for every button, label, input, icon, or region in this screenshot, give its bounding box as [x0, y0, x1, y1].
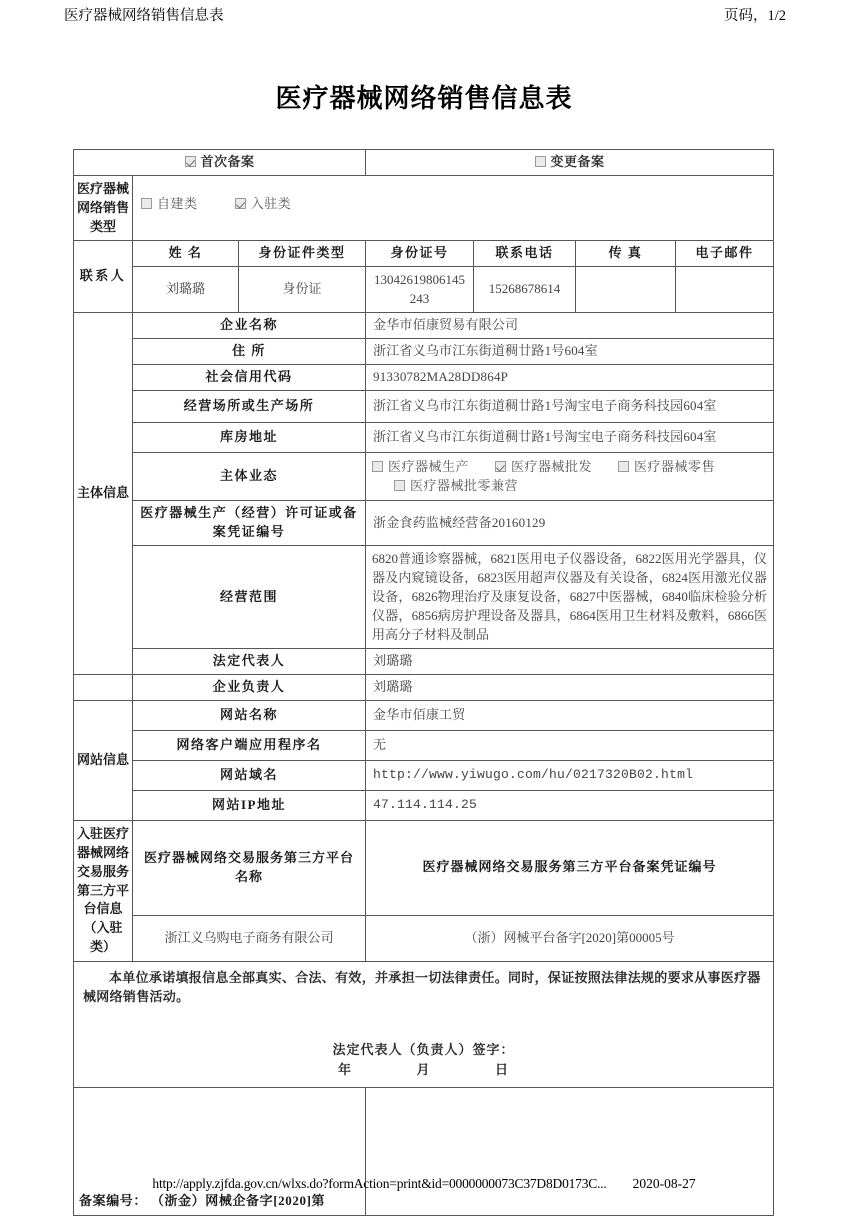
print-footer-date: 2020-08-27	[632, 1176, 696, 1191]
biz-type-wholesale-checkbox[interactable]	[495, 461, 506, 472]
biz-type-retail-option[interactable]	[618, 458, 715, 477]
sale-type-options	[133, 175, 774, 241]
sale-type-row	[74, 175, 774, 241]
contact-value-name: 刘璐璐	[133, 267, 239, 313]
self-built-option[interactable]	[141, 195, 198, 214]
entity-side-label-continued	[74, 675, 133, 701]
entity-label-license: 医疗器械生产（经营）许可证或备案凭证编号	[133, 501, 366, 546]
website-side-label: 网站信息	[74, 701, 133, 821]
business-type-options	[366, 452, 774, 501]
entity-row-credit-code	[74, 364, 774, 390]
contact-header-id-type: 身份证件类型	[239, 241, 366, 267]
entity-row-company-name	[74, 313, 774, 339]
website-label-domain: 网站域名	[133, 761, 366, 791]
platform-value-cert: （浙）网械平台备字[2020]第00005号	[366, 915, 774, 961]
entity-label-legal-rep: 法定代表人	[133, 649, 366, 675]
contact-value-id-type: 身份证	[239, 267, 366, 313]
entity-label-business-type: 主体业态	[133, 452, 366, 501]
biz-type-manufacture-label: 医疗器械生产	[388, 458, 470, 474]
print-page-number: 页码，1/2	[723, 8, 786, 24]
website-value-name: 金华市佰康工贸	[366, 701, 774, 731]
platform-based-label: 入驻类	[250, 195, 292, 211]
change-filing-option[interactable]	[366, 150, 774, 176]
website-row-name	[74, 701, 774, 731]
first-filing-checkbox[interactable]	[185, 156, 196, 167]
entity-value-address: 浙江省义乌市江东街道稠廿路1号604室	[366, 339, 774, 365]
declaration-text: 本单位承诺填报信息全部真实、合法、有效，并承担一切法律责任。同时，保证按照法律法规的要求从事医疗器械网络销售活动。	[83, 969, 761, 1004]
signature-month: 月	[416, 1062, 431, 1078]
medical-device-sales-form	[73, 149, 774, 1216]
biz-type-both-option[interactable]	[394, 477, 518, 496]
signature-day: 日	[495, 1062, 510, 1078]
print-footer-url: http://apply.zjfda.gov.cn/wlxs.do?formAction=print&id=0000000073C37D8D0173C...	[152, 1176, 607, 1191]
signature-year: 年	[337, 1062, 352, 1078]
biz-type-wholesale-option[interactable]	[495, 458, 592, 477]
entity-label-warehouse: 库房地址	[133, 422, 366, 452]
website-value-ip: 47.114.114.25	[366, 791, 774, 821]
self-built-label: 自建类	[157, 195, 198, 211]
contact-header-row	[74, 241, 774, 267]
entity-value-warehouse: 浙江省义乌市江东街道稠廿路1号淘宝电子商务科技园604室	[366, 422, 774, 452]
platform-based-option[interactable]	[235, 195, 292, 214]
contact-header-id-number: 身份证号	[366, 241, 474, 267]
platform-header-row	[74, 821, 774, 916]
contact-side-label: 联系人	[74, 241, 133, 313]
print-header-title: 医疗器械网络销售信息表	[64, 8, 224, 24]
website-label-ip: 网站IP地址	[133, 791, 366, 821]
biz-type-both-label: 医疗器械批零兼营	[410, 477, 519, 493]
contact-header-phone: 联系电话	[474, 241, 576, 267]
biz-type-both-checkbox[interactable]	[394, 480, 405, 491]
entity-value-business-place: 浙江省义乌市江东街道稠廿路1号淘宝电子商务科技园604室	[366, 390, 774, 422]
entity-value-scope: 6820普通诊察器械，6821医用电子仪器设备，6822医用光学器具，仪器及内窥镜设备，6823医用超声仪器及有关设备，6824医用激光仪器设备，6826物理治疗及康复设备，6827中医器械，6840临床检验分析仪器，6856病房护理设备及器具，6864医用卫生材料及敷料，6866医用高分子材料及制品	[366, 546, 774, 649]
first-filing-option[interactable]	[74, 150, 366, 176]
entity-label-credit-code: 社会信用代码	[133, 364, 366, 390]
entity-row-business-place	[74, 390, 774, 422]
entity-row-manager	[74, 675, 774, 701]
contact-header-name: 姓 名	[133, 241, 239, 267]
biz-type-wholesale-label: 医疗器械批发	[511, 458, 593, 474]
platform-side-label: 入驻医疗器械网络交易服务第三方平台信息（入驻类）	[74, 821, 133, 962]
platform-value-row	[74, 915, 774, 961]
contact-value-id-number: 13042619806145243	[366, 267, 474, 313]
change-filing-checkbox[interactable]	[535, 156, 546, 167]
change-filing-label: 变更备案	[550, 154, 605, 169]
platform-value-name: 浙江义乌购电子商务有限公司	[133, 915, 366, 961]
website-value-app: 无	[366, 731, 774, 761]
entity-value-manager: 刘璐璐	[366, 675, 774, 701]
sale-type-side-label: 医疗器械网络销售类型	[74, 175, 133, 241]
entity-label-company-name: 企业名称	[133, 313, 366, 339]
form-table-container	[73, 149, 773, 1216]
entity-side-label: 主体信息	[74, 313, 133, 675]
contact-value-phone: 15268678614	[474, 267, 576, 313]
signature-label: 法定代表人（负责人）签字：	[332, 1041, 515, 1057]
print-footer	[0, 1176, 848, 1192]
signature-block	[83, 1041, 764, 1081]
entity-value-legal-rep: 刘璐璐	[366, 649, 774, 675]
website-value-domain: http://www.yiwugo.com/hu/0217320B02.html	[366, 761, 774, 791]
contact-value-row	[74, 267, 774, 313]
platform-header-name: 医疗器械网络交易服务第三方平台名称	[133, 821, 366, 916]
signature-date-line	[83, 1061, 764, 1080]
print-header	[0, 6, 848, 26]
entity-row-business-type	[74, 452, 774, 501]
contact-header-email: 电子邮件	[676, 241, 774, 267]
biz-type-retail-label: 医疗器械零售	[634, 458, 716, 474]
entity-row-address	[74, 339, 774, 365]
contact-value-email	[676, 267, 774, 313]
biz-type-retail-checkbox[interactable]	[618, 461, 629, 472]
record-number-blank	[366, 1088, 774, 1216]
platform-header-cert: 医疗器械网络交易服务第三方平台备案凭证编号	[366, 821, 774, 916]
website-row-ip	[74, 791, 774, 821]
declaration-cell	[74, 961, 774, 1087]
biz-type-manufacture-checkbox[interactable]	[372, 461, 383, 472]
entity-label-business-place: 经营场所或生产场所	[133, 390, 366, 422]
website-row-app	[74, 731, 774, 761]
website-label-app: 网络客户端应用程序名	[133, 731, 366, 761]
biz-type-manufacture-option[interactable]	[372, 458, 469, 477]
entity-label-scope: 经营范围	[133, 546, 366, 649]
declaration-row	[74, 961, 774, 1087]
contact-value-fax	[576, 267, 676, 313]
entity-row-legal-rep	[74, 649, 774, 675]
website-label-name: 网站名称	[133, 701, 366, 731]
entity-row-scope	[74, 546, 774, 649]
entity-row-warehouse	[74, 422, 774, 452]
record-number-label: 备案编号： （浙金）网械企备字[2020]第	[74, 1088, 366, 1216]
self-built-checkbox[interactable]	[141, 198, 152, 209]
page-title: 医疗器械网络销售信息表	[275, 84, 573, 114]
entity-label-address: 住 所	[133, 339, 366, 365]
entity-value-credit-code: 91330782MA28DD864P	[366, 364, 774, 390]
record-number-row	[74, 1088, 774, 1216]
website-row-domain	[74, 761, 774, 791]
first-filing-label: 首次备案	[200, 154, 255, 169]
entity-row-license	[74, 501, 774, 546]
entity-label-manager: 企业负责人	[133, 675, 366, 701]
platform-based-checkbox[interactable]	[235, 198, 246, 209]
entity-value-company-name: 金华市佰康贸易有限公司	[366, 313, 774, 339]
contact-header-fax: 传 真	[576, 241, 676, 267]
filing-type-row	[74, 150, 774, 176]
entity-value-license: 浙金食药监械经营备20160129	[366, 501, 774, 546]
